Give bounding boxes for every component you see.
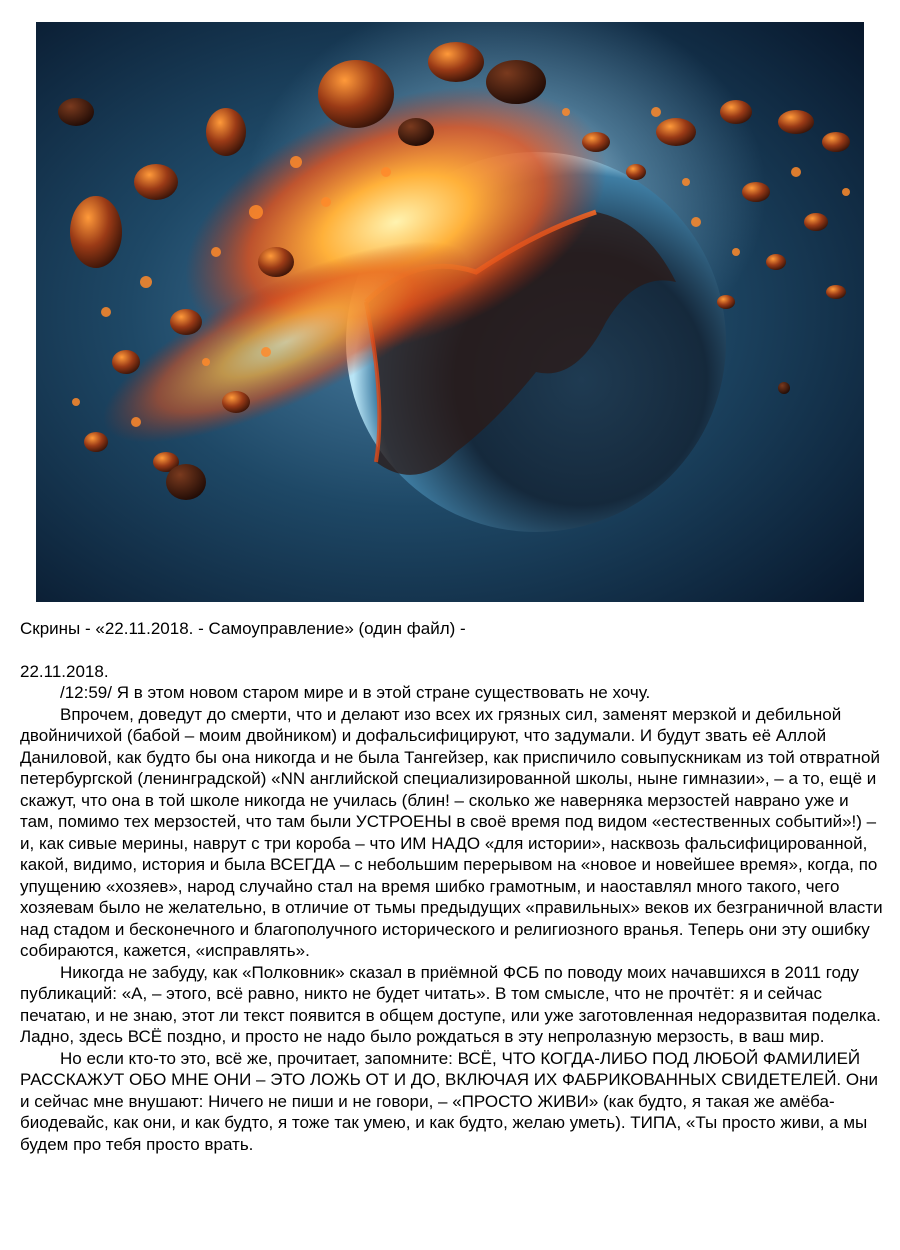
paragraph: /12:59/ Я в этом новом старом мире и в этой стране существовать не хочу. (60, 683, 651, 702)
planet-asteroid-illustration (36, 22, 864, 602)
paragraph: Впрочем, доведут до смерти, что и делают изо всех их грязных сил, заменят мерзкой и дебильной двойничихой (бабой – моим двойником) и дофальсифицируют, что задумали. И будут звать её Аллой Даниловой, как будто бы она никогда и не была Тангейзер, как приспичило совыпускникам из той отвратной петербургской (ленинградской) «NN английской специализированной школы, ныне гимназии», – а то, ещё и скажут, что она в той школе никогда не училась (блин! – сколько же наверняка мерзостей наврано уже и там, помимо тех мерзостей, что там были УСТРОЕНЫ в своё время под видом «естественных событий»!) – и, как сивые мерины, наврут с три короба – что ИМ НАДО «для истории», насквозь фальсифицированной, какой, видимо, история и была ВСЕГДА – с небольшим перерывом на «новое и новейшее время», когда, по упущению «хозяев», народ случайно стал на время шибко грамотным, и наоставлял много такого, чего хозяевам было не желательно, в отличие от тьмы предыдущих «правильных» веков их безграничной власти над стадом и бесконечного и благополучного исторического и религиозного вранья. Теперь они эту ошибку собираются, кажется, «исправлять». (20, 704, 883, 960)
paragraph: Но если кто-то это, всё же, прочитает, запомните: ВСЁ, ЧТО КОГДА-ЛИБО ПОД ЛЮБОЙ ФАМИЛИЕЙ РАССКАЖУТ ОБО МНЕ ОНИ – ЭТО ЛОЖЬ ОТ И ДО, ВКЛЮЧАЯ ИХ ФАБРИКОВАННЫХ СВИДЕТЕЛЕЙ. Они и сейчас мне внушают: Ничего не пиши и не говори, – «ПРОСТО ЖИВИ» (как будто, я такая же амёба-биодевайс, как они, и как будто, я тоже так умею, и как будто, желаю уметь). ТИПА, «Ты просто живи, а мы будем про тебя просто врать. (20, 1048, 878, 1154)
document-body (20, 618, 886, 1155)
hero-image (36, 22, 864, 602)
paragraph: Никогда не забуду, как «Полковник» сказал в приёмной ФСБ по поводу моих начавшихся в 2011 году публикаций: «А, – этого, всё равно, никто не будет читать». В том смысле, что не прочтёт: я и сейчас печатаю, и не знаю, этот ли текст появится в общем доступе, или уже заготовленная недоразвитая поделка. Ладно, здесь ВСЁ поздно, и просто не надо было рождаться в эту непролазную мерзость, в ваш мир. (20, 962, 881, 1046)
spacer (20, 640, 886, 661)
date: 22.11.2018. (20, 661, 109, 681)
header-line: Скрины - «22.11.2018. - Самоуправление» (один файл) - (20, 619, 466, 638)
